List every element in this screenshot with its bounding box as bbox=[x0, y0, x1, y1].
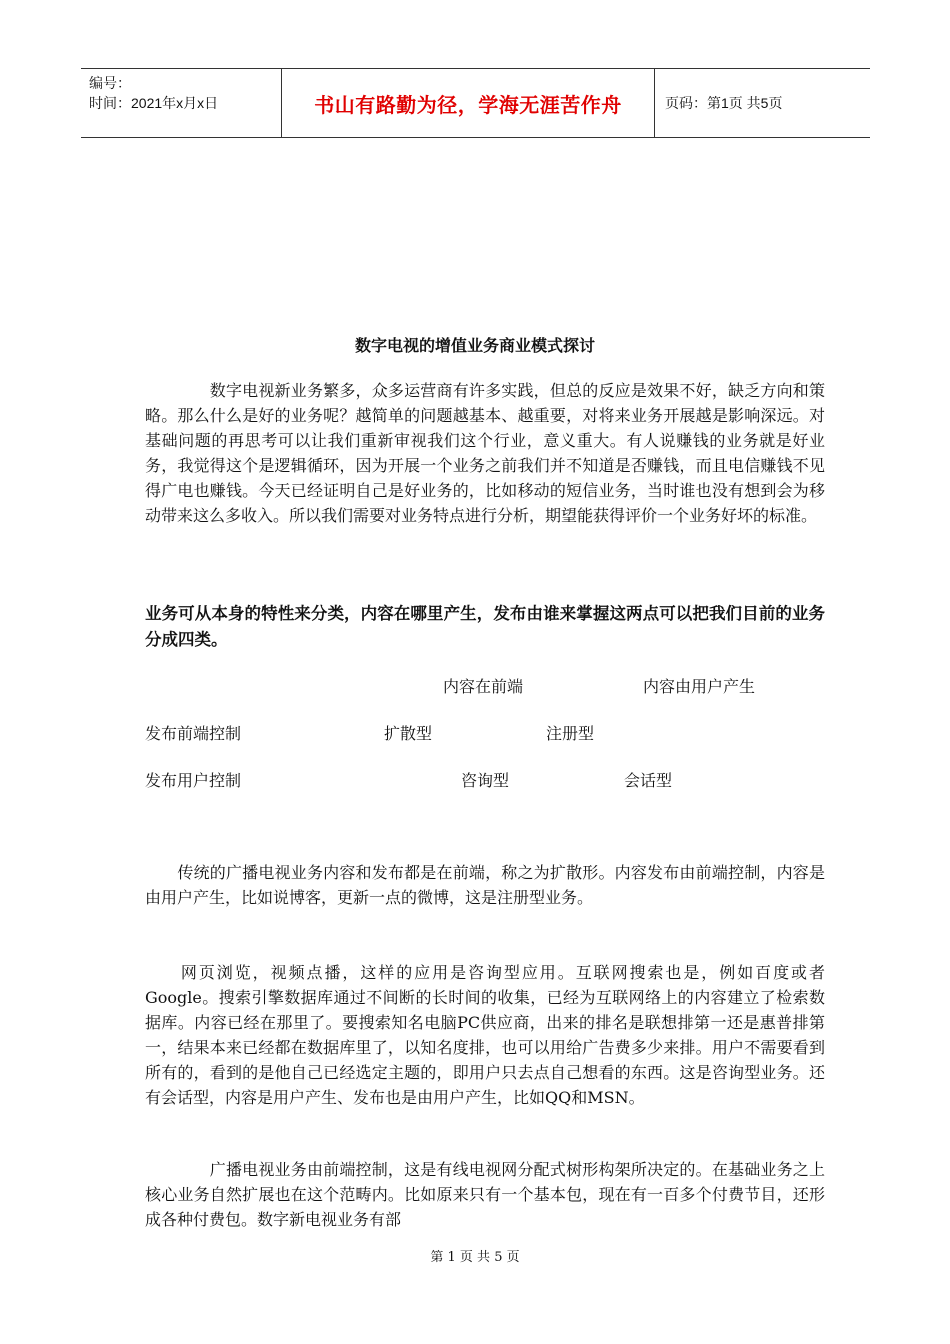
matrix-row-frontend-publish: 发布前端控制 bbox=[145, 724, 242, 743]
header-motto-cell bbox=[282, 69, 655, 137]
motto: 书山有路勤为径，学海无涯苦作舟 bbox=[314, 92, 622, 117]
number-label: 编号： bbox=[89, 75, 131, 91]
matrix-cell-consultation: 咨询型 bbox=[461, 771, 510, 790]
matrix-cell-conversation: 会话型 bbox=[624, 771, 673, 790]
page-footer: 第 1 页 共 5 页 bbox=[430, 1250, 520, 1265]
paragraph-broadcast: 传统的广播电视业务内容和发布都是在前端，称之为扩散形。内容发布由前端控制，内容是由用户产生，比如说博客，更新一点的微博，这是注册型业务。 bbox=[145, 863, 825, 907]
matrix-cell-diffusion: 扩散型 bbox=[384, 724, 433, 743]
header-page-cell bbox=[655, 69, 870, 137]
paragraph-consultation: 网页浏览，视频点播，这样的应用是咨询型应用。互联网搜索也是，例如百度或者Google。搜索引擎数据库通过不间断的长时间的收集，已经为互联网络上的内容建立了检索数据库。内容已经在那里了。要搜索知名电脑PC供应商，出来的排名是联想排第一还是惠普排第一，结果本来已经都在数据库里了，以知名度排，也可以用给广告费多少来排。用户不需要看到所有的，看到的是他自己已经选定主题的，即用户只去点自己想看的东西。这是咨询型业务。还有会话型，内容是用户产生、发布也是由用户产生，比如QQ和MSN。 bbox=[145, 963, 825, 1107]
matrix-col-user-content: 内容由用户产生 bbox=[643, 677, 756, 696]
paragraph-intro: 数字电视新业务繁多，众多运营商有许多实践，但总的反应是效果不好，缺乏方向和策略。那么什么是好的业务呢？越简单的问题越基本、越重要，对将来业务开展越是影响深远。对基础问题的再思考可以让我们重新审视我们这个行业，意义重大。有人说赚钱的业务就是好业务，我觉得这个是逻辑循环，因为开展一个业务之前我们并不知道是否赚钱，而且电信赚钱不见得广电也赚钱。今天已经证明自己是好业务的，比如移动的短信业务，当时谁也没有想到会为移动带来这么多收入。所以我们需要对业务特点进行分析，期望能获得评价一个业务好坏的标准。 bbox=[145, 381, 825, 525]
page-info: 页码：第1页 共5页 bbox=[665, 95, 783, 111]
page-header bbox=[81, 68, 870, 138]
matrix-col-frontend-content: 内容在前端 bbox=[443, 677, 524, 696]
matrix-row-user-publish: 发布用户控制 bbox=[145, 771, 242, 790]
paragraph-classification: 业务可从本身的特性来分类，内容在哪里产生，发布由谁来掌握这两点可以把我们目前的业务分成四类。 bbox=[145, 604, 825, 649]
time-label: 时间：2021年x月x日 bbox=[89, 95, 219, 111]
matrix-cell-registration: 注册型 bbox=[546, 724, 595, 743]
header-meta bbox=[81, 69, 282, 137]
paragraph-frontend-control: 广播电视业务由前端控制，这是有线电视网分配式树形构架所决定的。在基础业务之上核心业务自然扩展也在这个范畴内。比如原来只有一个基本包，现在有一百多个付费节目，还形成各种付费包。数字新电视业务有部 bbox=[145, 1160, 825, 1229]
document-title: 数字电视的增值业务商业模式探讨 bbox=[354, 336, 595, 355]
